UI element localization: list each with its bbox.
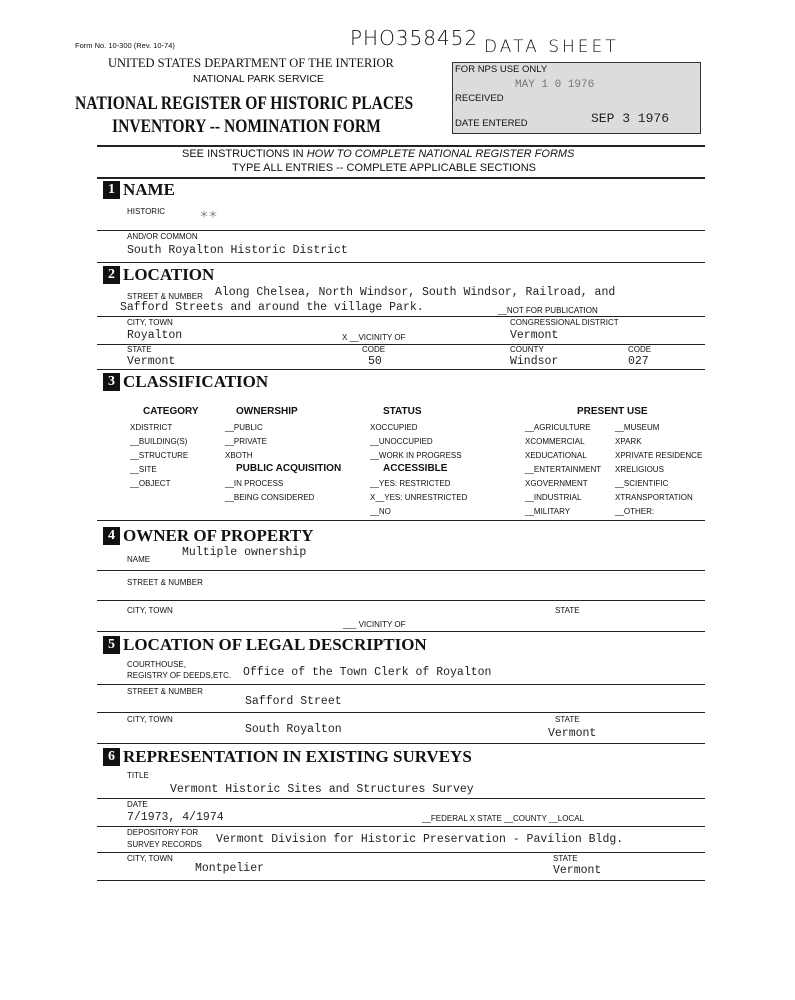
- handwritten-note: DATA SHEET: [484, 37, 619, 57]
- section-title: CLASSIFICATION: [123, 372, 269, 391]
- category-header: CATEGORY: [143, 406, 199, 417]
- instructions-line1: [182, 148, 574, 161]
- divider: [97, 826, 705, 827]
- owner-vicinity: ___ VICINITY OF: [343, 620, 406, 629]
- checkbox-item-acquisition: __IN PROCESS: [225, 479, 284, 488]
- section-number: 4: [103, 527, 120, 545]
- section-4-heading: [103, 526, 314, 546]
- checkbox-item-use2: XPARK: [615, 437, 642, 446]
- section-title: LOCATION OF LEGAL DESCRIPTION: [123, 635, 427, 654]
- checkbox-item-status: XOCCUPIED: [370, 423, 418, 432]
- owner-street-label: STREET & NUMBER: [127, 578, 203, 587]
- section-number: 2: [103, 266, 120, 284]
- section-5-heading: [103, 635, 427, 655]
- checkbox-item-use2: XRELIGIOUS: [615, 465, 664, 474]
- checkbox-item-use1: __MILITARY: [525, 507, 571, 516]
- ownership-header: OWNERSHIP: [236, 406, 298, 417]
- nps-use-label: FOR NPS USE ONLY: [455, 64, 548, 75]
- checkbox-item-use2: __MUSEUM: [615, 423, 660, 432]
- received-stamp: MAY 1 0 1976: [515, 79, 595, 91]
- checkbox-item-use1: XEDUCATIONAL: [525, 451, 587, 460]
- congress-label: CONGRESSIONAL DISTRICT: [510, 318, 619, 327]
- nps-use-box: [452, 62, 701, 134]
- divider: [97, 177, 705, 179]
- not-for-publication: __NOT FOR PUBLICATION: [498, 306, 598, 315]
- present-use-header: PRESENT USE: [577, 406, 648, 417]
- checkbox-item-accessible: X__YES: UNRESTRICTED: [370, 493, 468, 502]
- checkbox-item-use1: XGOVERNMENT: [525, 479, 588, 488]
- historic-value: **: [200, 207, 218, 226]
- received-label: RECEIVED: [455, 93, 504, 104]
- divider: [97, 743, 705, 744]
- survey-levels: __FEDERAL X STATE __COUNTY __LOCAL: [422, 814, 584, 823]
- survey-state-label: STATE: [553, 854, 578, 863]
- divider: [97, 712, 705, 713]
- form-number: Form No. 10-300 (Rev. 10-74): [75, 41, 175, 50]
- legal-street-value: Safford Street: [245, 695, 342, 708]
- section-title: LOCATION: [123, 265, 215, 284]
- checkbox-item-category: XDISTRICT: [130, 423, 173, 432]
- section-title: OWNER OF PROPERTY: [123, 526, 314, 545]
- checkbox-item-use1: __AGRICULTURE: [525, 423, 591, 432]
- section-3-heading: [103, 372, 268, 392]
- checkbox-item-status: __UNOCCUPIED: [370, 437, 433, 446]
- divider: [97, 880, 705, 881]
- registry-label: REGISTRY OF DEEDS,ETC.: [127, 671, 232, 680]
- instructions-emphasis: HOW TO COMPLETE NATIONAL REGISTER FORMS: [306, 148, 575, 160]
- section-1-heading: [103, 180, 175, 200]
- street-value-1: Along Chelsea, North Windsor, South Windsor, Railroad, and: [215, 286, 616, 299]
- divider: [97, 600, 705, 601]
- checkbox-item-ownership: __PRIVATE: [225, 437, 267, 446]
- survey-date-label: DATE: [127, 800, 148, 809]
- divider: [97, 369, 705, 370]
- legal-city-label: CITY, TOWN: [127, 715, 173, 724]
- survey-state-value: Vermont: [553, 864, 602, 877]
- survey-title-label: TITLE: [127, 771, 149, 780]
- owner-state-label: STATE: [555, 606, 580, 615]
- divider: [97, 344, 705, 345]
- checkbox-item-use2: XTRANSPORTATION: [615, 493, 693, 502]
- code-value: 50: [368, 355, 382, 368]
- divider: [97, 684, 705, 685]
- checkbox-item-status: __WORK IN PROGRESS: [370, 451, 462, 460]
- courthouse-value: Office of the Town Clerk of Royalton: [243, 666, 492, 679]
- checkbox-item-use1: __ENTERTAINMENT: [525, 465, 602, 474]
- service: NATIONAL PARK SERVICE: [193, 73, 324, 85]
- street-label: STREET & NUMBER: [127, 292, 203, 301]
- form-title: NATIONAL REGISTER OF HISTORIC PLACES: [75, 93, 414, 114]
- checkbox-item-accessible: __NO: [370, 507, 391, 516]
- checkbox-item-category: __STRUCTURE: [130, 451, 189, 460]
- survey-date-value: 7/1973, 4/1974: [127, 811, 224, 824]
- legal-state-label: STATE: [555, 715, 580, 724]
- survey-records-label: SURVEY RECORDS: [127, 840, 202, 849]
- divider: [97, 631, 705, 632]
- instructions-text: SEE INSTRUCTIONS IN: [182, 148, 307, 160]
- section-number: 5: [103, 636, 120, 654]
- legal-state-value: Vermont: [548, 727, 597, 740]
- section-6-heading: [103, 747, 472, 767]
- owner-name-label: NAME: [127, 555, 151, 564]
- checkbox-item-acquisition: __BEING CONSIDERED: [225, 493, 315, 502]
- survey-title-value: Vermont Historic Sites and Structures Survey: [170, 783, 474, 796]
- section-2-heading: [103, 265, 214, 285]
- checkbox-item-use2: __OTHER:: [615, 507, 655, 516]
- survey-city-label: CITY, TOWN: [127, 854, 173, 863]
- checkbox-item-ownership: __PUBLIC: [225, 423, 263, 432]
- checkbox-item-ownership: XBOTH: [225, 451, 253, 460]
- street-value-2: Safford Streets and around the village Park.: [120, 301, 424, 314]
- divider: [97, 520, 705, 521]
- depository-value: Vermont Division for Historic Preservation - Pavilion Bldg.: [216, 833, 624, 846]
- state-label: STATE: [127, 345, 152, 354]
- legal-street-label: STREET & NUMBER: [127, 687, 203, 696]
- accessible-header: ACCESSIBLE: [383, 463, 448, 474]
- section-number: 3: [103, 373, 120, 391]
- congress-value: Vermont: [510, 329, 559, 342]
- form-subtitle: INVENTORY -- NOMINATION FORM: [112, 116, 381, 137]
- date-entered-label: DATE ENTERED: [455, 118, 528, 129]
- section-title: NAME: [123, 180, 175, 199]
- status-header: STATUS: [383, 406, 422, 417]
- checkbox-item-accessible: __YES: RESTRICTED: [370, 479, 451, 488]
- divider: [97, 230, 705, 231]
- department: UNITED STATES DEPARTMENT OF THE INTERIOR: [108, 56, 394, 70]
- checkbox-item-use1: XCOMMERCIAL: [525, 437, 585, 446]
- divider: [97, 798, 705, 799]
- divider: [97, 262, 705, 263]
- historic-label: HISTORIC: [127, 207, 166, 216]
- county-code-value: 027: [628, 355, 649, 368]
- checkbox-item-category: __SITE: [130, 465, 157, 474]
- common-value: South Royalton Historic District: [127, 244, 348, 257]
- instructions-line2: TYPE ALL ENTRIES -- COMPLETE APPLICABLE SECTIONS: [232, 162, 537, 174]
- section-number: 1: [103, 181, 120, 199]
- county-code-label: CODE: [628, 345, 652, 354]
- checkbox-item-use2: __SCIENTIFIC: [615, 479, 669, 488]
- vicinity: X __VICINITY OF: [342, 333, 406, 342]
- handwritten-id: PHO358452: [350, 26, 479, 50]
- checkbox-item-category: __OBJECT: [130, 479, 171, 488]
- section-number: 6: [103, 748, 120, 766]
- owner-name-value: Multiple ownership: [182, 546, 307, 559]
- depository-label: DEPOSITORY FOR: [127, 828, 199, 837]
- checkbox-item-use2: XPRIVATE RESIDENCE: [615, 451, 703, 460]
- common-label: AND/OR COMMON: [127, 232, 198, 241]
- state-value: Vermont: [127, 355, 176, 368]
- checkbox-item-category: __BUILDING(S): [130, 437, 188, 446]
- section-title: REPRESENTATION IN EXISTING SURVEYS: [123, 747, 472, 766]
- code-label: CODE: [362, 345, 386, 354]
- acquisition-header: PUBLIC ACQUISITION: [236, 463, 342, 474]
- county-value: Windsor: [510, 355, 559, 368]
- survey-city-value: Montpelier: [195, 862, 265, 875]
- divider: [97, 570, 705, 571]
- entered-stamp: SEP 3 1976: [591, 111, 670, 126]
- legal-city-value: South Royalton: [245, 723, 342, 736]
- courthouse-label: COURTHOUSE,: [127, 660, 186, 669]
- city-value: Royalton: [127, 329, 183, 342]
- divider: [97, 316, 705, 317]
- checkbox-item-use1: __INDUSTRIAL: [525, 493, 582, 502]
- divider: [97, 852, 705, 853]
- divider: [97, 145, 705, 147]
- city-label: CITY, TOWN: [127, 318, 173, 327]
- county-label: COUNTY: [510, 345, 544, 354]
- owner-city-label: CITY, TOWN: [127, 606, 173, 615]
